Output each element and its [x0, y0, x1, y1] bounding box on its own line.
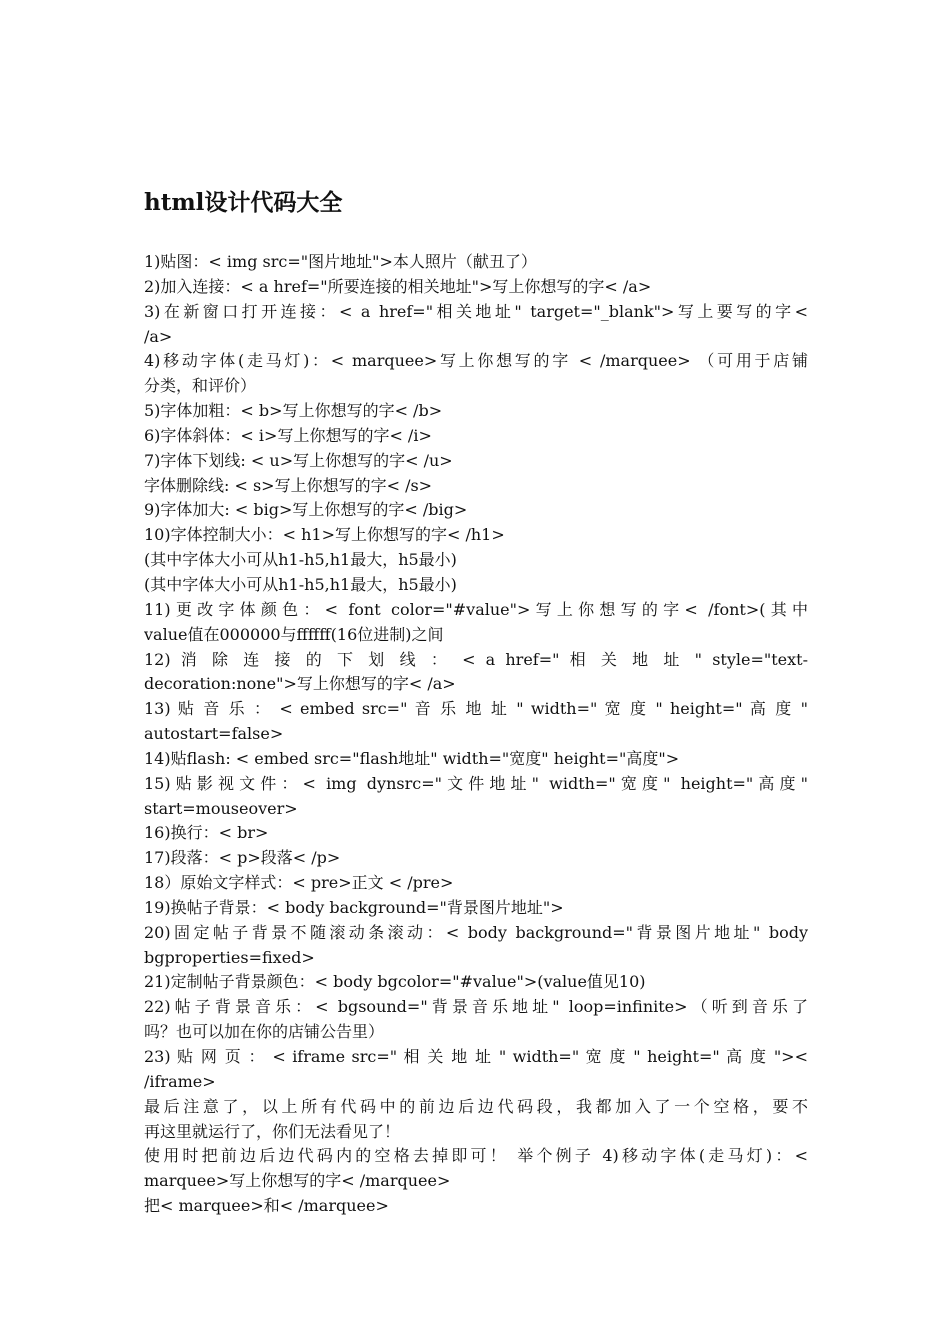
text-line: 2)加入连接：< a href="所要连接的相关地址">写上你想写的字< /a> — [144, 276, 652, 296]
text-line: 分类，和评价） — [144, 376, 257, 396]
text-line: 20)固定帖子背景不随滚动条滚动：< body background="背景图片地址" body — [144, 922, 808, 942]
text-line: 再这里就运行了，你们无法看见了！ — [144, 1121, 401, 1141]
text-line: 17)段落：< p>段落< /p> — [144, 848, 341, 868]
text-line: 18）原始文字样式：< pre>正文 < /pre> — [144, 873, 454, 893]
text-line: /iframe> — [144, 1071, 216, 1091]
text-line: start=mouseover> — [144, 798, 298, 818]
text-line: 1)贴图：< img src="图片地址">本人照片（献丑了） — [144, 252, 537, 271]
text-line: 字体删除线: < s>写上你想写的字< /s> — [144, 475, 433, 495]
document-title: html设计代码大全 — [144, 189, 343, 216]
text-line: 6)字体斜体：< i>写上你想写的字< /i> — [144, 425, 432, 445]
text-line: 9)字体加大: < big>写上你想写的字< /big> — [144, 500, 468, 520]
document-body — [144, 250, 808, 1219]
text-line: 吗？也可以加在你的店铺公告里） — [144, 1022, 385, 1042]
text-line: 16)换行：< br> — [144, 823, 269, 843]
text-line: 13) 贴 音 乐 ： < embed src=" 音 乐 地 址 " width=" 宽 度 " height=" 高 度 " — [144, 699, 808, 719]
text-line: 23) 贴 网 页 ： < iframe src=" 相 关 地 址 " width=" 宽 度 " height=" 高 度 ">< — [144, 1047, 808, 1066]
text-line: /a> — [144, 326, 173, 346]
text-line: 21)定制帖子背景颜色：< body bgcolor="#value">(value值见10) — [144, 972, 646, 992]
text-line: marquee>写上你想写的字< /marquee> — [144, 1171, 451, 1191]
text-line: value值在000000与ffffff(16位进制)之间 — [144, 624, 444, 644]
text-line: 3)在新窗口打开连接：< a href="相关地址" target="_blank">写上要写的字< — [144, 301, 808, 321]
text-line: bgproperties=fixed> — [144, 947, 315, 967]
text-line: 5)字体加粗：< b>写上你想写的字< /b> — [144, 401, 443, 421]
text-line: 4)移动字体(走马灯)：< marquee>写上你想写的字 < /marquee> （可用于店铺 — [144, 351, 808, 371]
text-line: 19)换帖子背景：< body background="背景图片地址"> — [144, 897, 564, 917]
text-line: 14)贴flash: < embed src="flash地址" width="宽度" height="高度"> — [144, 748, 680, 768]
text-line: autostart=false> — [144, 724, 284, 744]
text-line: 15)贴影视文件：< img dynsrc="文件地址" width="宽度" height="高度" — [144, 773, 808, 793]
text-line: 最后注意了，以上所有代码中的前边后边代码段，我都加入了一个空格，要不 — [144, 1096, 808, 1116]
text-line: (其中字体大小可从h1-h5,h1最大，h5最小) — [144, 550, 457, 570]
text-line: 12) 消 除 连 接 的 下 划 线 ： < a href=" 相 关 地 址 " style="text- — [144, 649, 808, 669]
text-line: 11)更改字体颜色：< font color="#value">写上你想写的字< /font>(其中 — [144, 599, 808, 619]
text-line: 22)帖子背景音乐：< bgsound="背景音乐地址" loop=infinite>（听到音乐了 — [144, 997, 808, 1017]
text-line: 7)字体下划线: < u>写上你想写的字< /u> — [144, 450, 453, 470]
text-line: 10)字体控制大小：< h1>写上你想写的字< /h1> — [144, 525, 505, 545]
text-line: (其中字体大小可从h1-h5,h1最大，h5最小) — [144, 574, 457, 594]
text-line: decoration:none">写上你想写的字< /a> — [144, 674, 456, 694]
text-line: 把< marquee>和< /marquee> — [144, 1196, 389, 1216]
text-line: 使用时把前边后边代码内的空格去掉即可！ 举个例子 4)移动字体(走马灯)：< — [144, 1146, 808, 1166]
